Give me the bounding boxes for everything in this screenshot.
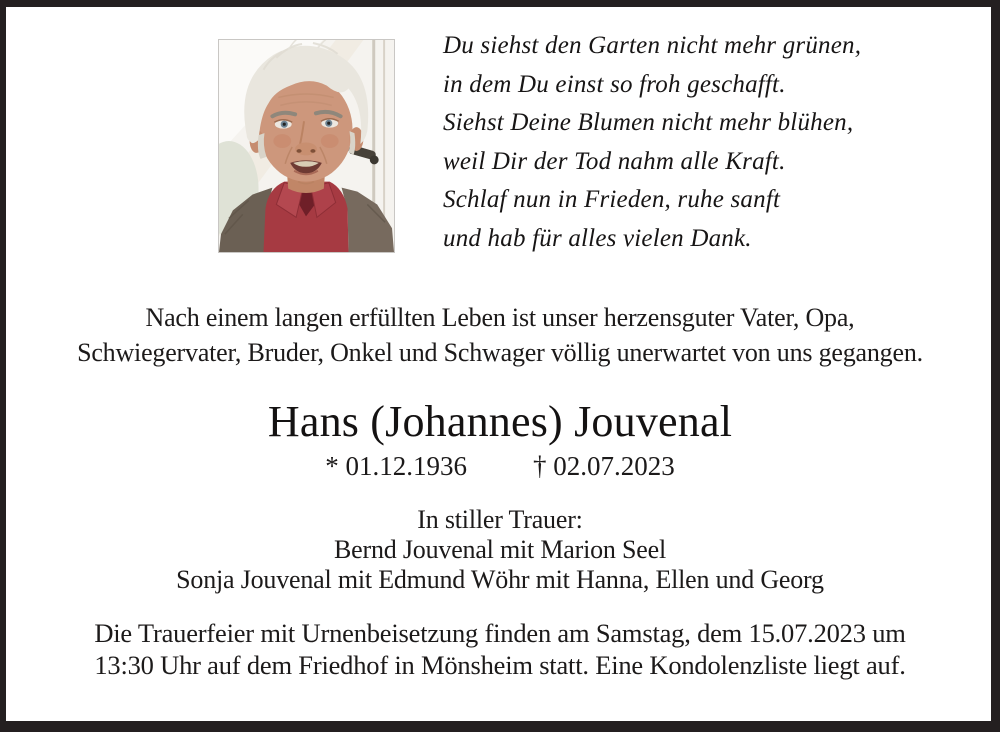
poem-line: Du siehst den Garten nicht mehr grünen, <box>443 32 862 59</box>
mourner-line: Bernd Jouvenal mit Marion Seel <box>334 535 666 564</box>
portrait-photo <box>218 39 395 253</box>
announcement-line: Nach einem langen erfüllten Leben ist unser herzensguter Vater, Opa, <box>145 303 855 332</box>
announcement-text <box>0 300 1000 370</box>
poem-line: in dem Du einst so froh geschafft. <box>443 70 786 98</box>
announcement-line: Schwiegervater, Bruder, Onkel und Schwager völlig unerwartet von uns gegangen. <box>77 338 923 367</box>
memorial-poem <box>443 27 943 258</box>
funeral-line: 13:30 Uhr auf dem Friedhof in Mönsheim statt. Eine Kondolenzliste liegt auf. <box>94 649 906 680</box>
portrait-illustration <box>219 40 394 252</box>
poem-line: und hab für alles vielen Dank. <box>443 224 752 252</box>
mouth <box>290 160 322 174</box>
mourning-section <box>0 505 1000 595</box>
mourning-header: In stiller Trauer: <box>417 505 583 534</box>
mourner-line: Sonja Jouvenal mit Edmund Wöhr mit Hanna, Ellen und Georg <box>176 565 824 594</box>
birth-date: * 01.12.1936 <box>325 450 467 481</box>
poem-line: weil Dir der Tod nahm alle Kraft. <box>443 147 786 175</box>
deceased-name: Hans (Johannes) Jouvenal <box>267 397 733 446</box>
death-date: † 02.07.2023 <box>533 450 675 481</box>
life-dates <box>0 450 1000 482</box>
funeral-details <box>0 618 1000 681</box>
poem-line: Siehst Deine Blumen nicht mehr blühen, <box>443 109 854 136</box>
poem-line: Schlaf nun in Frieden, ruhe sanft <box>443 186 781 213</box>
funeral-line: Die Trauerfeier mit Urnenbeisetzung finden am Samstag, dem 15.07.2023 um <box>94 618 906 648</box>
